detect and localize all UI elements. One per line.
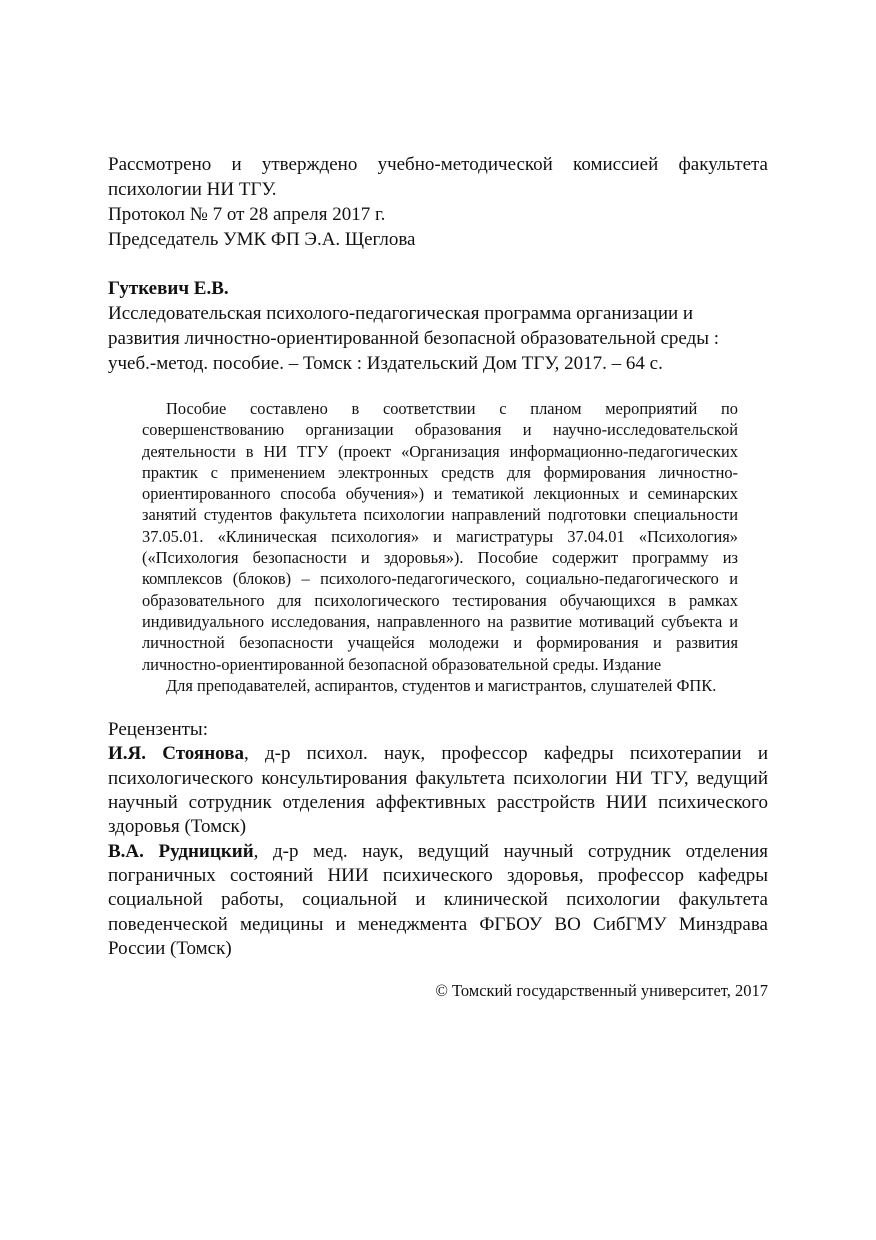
approval-text: Рассмотрено и утверждено учебно-методической комиссией факультета психологии НИ ТГУ. [108,154,768,200]
chairman-text: Председатель УМК ФП Э.А. Щеглова [108,229,416,250]
bibliographic-record [108,276,768,376]
bibliographic-description: Исследовательская психолого-педагогическая программа организации и развития личностно-ориентированной безопасной образовательной среды : учеб.-метод. пособие. – Томск : Издательский Дом ТГУ, 2017. – 64 с. [108,303,720,374]
copyright-notice: © Томский государственный университет, 2017 [435,981,768,1001]
protocol-text: Протокол № 7 от 28 апреля 2017 г. [108,204,386,225]
document-page [108,152,768,1001]
reviewer-details: , д-р мед. наук, ведущий научный сотрудник отделения пограничных состояний НИИ психического здоровья, профессор кафедры социальной работы, социальной и клинической психологии факультета поведенческой медицины и менеджмента ФГБОУ ВО СибГМУ Минздрава России (Томск) [108,840,768,959]
approval-block [108,152,768,252]
reviewer-name: И.Я. Стоянова [108,743,244,765]
annotation-block [142,398,738,696]
audience-paragraph: Для преподавателей, аспирантов, студентов и магистрантов, слушателей ФПК. [166,675,717,695]
reviewer-entry [108,840,768,961]
reviewer-details: , д-р психол. наук, профессор кафедры психотерапии и психологического консультирования факультета психологии НИ ТГУ, ведущий научный сотрудник отделения аффективных расстройств НИИ психического здоровья (Томск) [108,743,768,838]
reviewer-name: В.А. Рудницкий [108,840,254,862]
reviewer-entry [108,742,768,839]
author-name: Гуткевич Е.В. [108,278,229,299]
reviewers-heading: Рецензенты: [108,719,208,741]
reviewers-block [108,718,768,961]
annotation-paragraph: Пособие составлено в соответствии с планом мероприятий по совершенствованию организации образования и научно-исследовательской деятельности в НИ ТГУ (проект «Организация информационно-педагогических практик с применением электронных средств для формирования личностно-ориентированного способа обучения») и тематикой лекционных и семинарских занятий студентов факультета психологии направлений подготовки специальности 37.05.01. «Клиническая психология» и магистратуры 37.04.01 «Психология» («Психология безопасности и здоровья»). Пособие содержит программу из комплексов (блоков) – психолого-педагогического, социально-педагогического и образовательного для психологического тестирования обучающихся в рамках индивидуального исследования, направленного на развитие мотиваций субъекта и личностной безопасности учащейся молодежи и формирования и развития личностно-ориентированной безопасной образовательной среды. Издание [142,399,738,674]
